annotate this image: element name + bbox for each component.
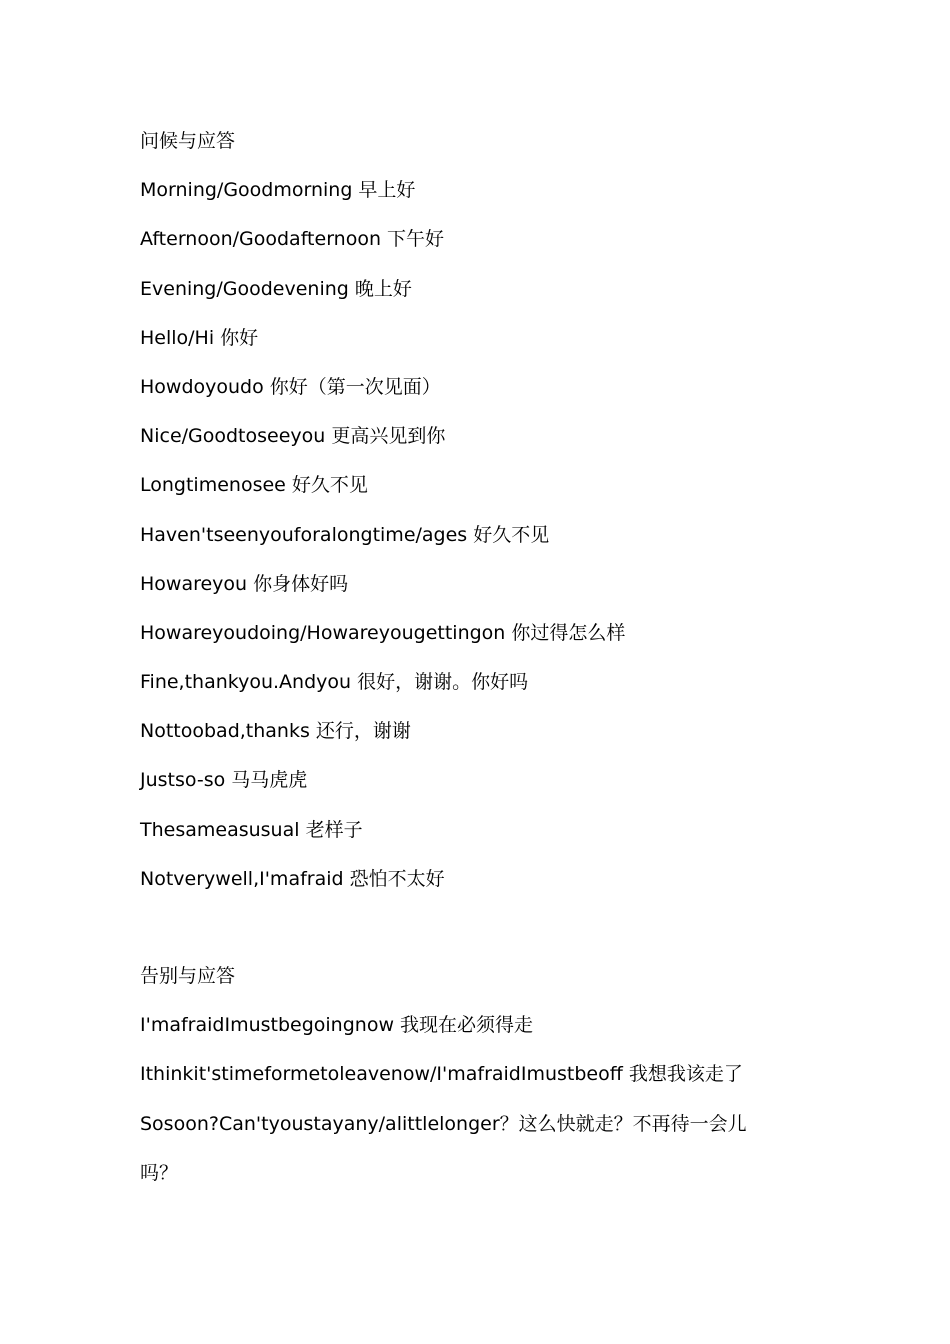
text-line-continuation: 吗？ [140,1161,179,1184]
text-line: Notverywell,I'mafraid 恐怕不太好 [140,867,445,890]
text-line: Hello/Hi 你好 [140,326,259,349]
text-line: Afternoon/Goodafternoon 下午好 [140,228,445,251]
text-line: Howareyoudoing/Howareyougettingon 你过得怎么样 [140,621,626,644]
text-line: Fine,thankyou.Andyou 很好，谢谢。你好吗 [140,671,529,694]
text-line: Morning/Goodmorning 早上好 [140,179,416,202]
section-heading: 告别与应答 [140,965,236,987]
section-farewells [140,952,800,1198]
text-line: Nottoobad,thanks 还行，谢谢 [140,720,411,743]
text-line: Evening/Goodevening 晚上好 [140,277,412,300]
section-spacer [140,904,800,952]
text-line: Justso-so 马马虎虎 [140,769,308,792]
section-heading: 问候与应答 [140,130,236,152]
text-line: Howdoyoudo 你好（第一次见面） [140,375,441,398]
text-line: Nice/Goodtoseeyou 更高兴见到你 [140,425,446,448]
text-line: Longtimenosee 好久不见 [140,474,368,497]
text-line: Sosoon?Can'tyoustayany/alittlelonger？这么快就走？不再待一会儿 [140,1112,747,1135]
text-line: Haven'tseenyouforalongtime/ages 好久不见 [140,523,550,546]
text-line: Howareyou 你身体好吗 [140,572,349,595]
text-line: Ithinkit'stimeformetoleavenow/I'mafraidImustbeoff 我想我该走了 [140,1063,743,1086]
text-line: I'mafraidImustbegoingnow 我现在必须得走 [140,1014,534,1037]
text-line: Thesameasusual 老样子 [140,818,363,841]
section-greetings [140,117,800,904]
document-page [140,117,800,1198]
